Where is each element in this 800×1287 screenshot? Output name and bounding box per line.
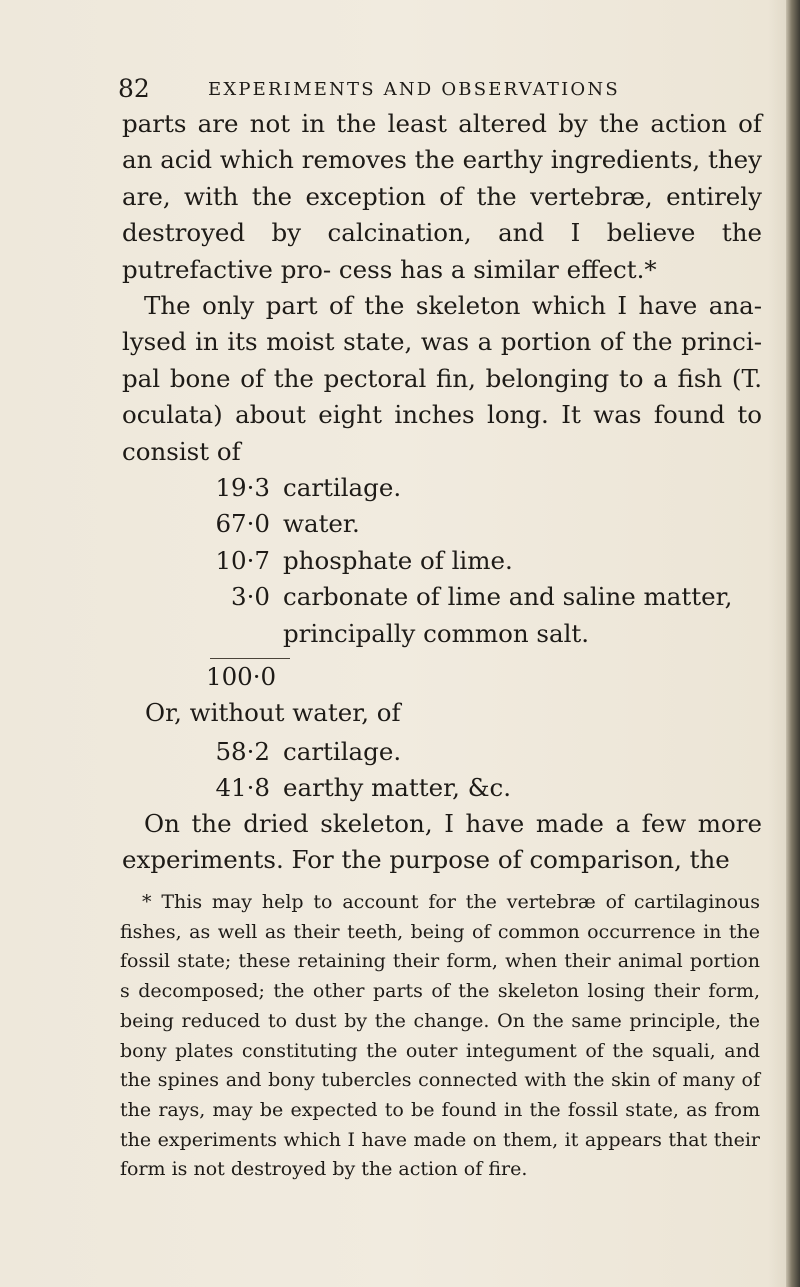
table-row [206, 506, 766, 542]
row-component: phosphate of lime. [283, 545, 513, 575]
row-component: cartilage. [283, 473, 402, 502]
paragraph-2: The only part of the skeleton which I have ana- lysed in its moist state, was a portion of the princi- pal bone of the pectoral fin, belonging to a fish (T. oculata) about eight inches long. It was found to consist of [122, 291, 762, 466]
table-row [206, 770, 766, 806]
table-row [206, 734, 766, 770]
page-edge-shadow [786, 0, 800, 1287]
analysis-dry-table [206, 734, 766, 807]
row-value: 10·7 [215, 545, 270, 575]
body-text [122, 106, 762, 470]
footnote-text: * This may help to account for the vertebræ of cartilaginous fishes, as well as their teeth, being of common occurrence in the fossil state; these retaining their form, when their animal portion s decomposed; the other parts of the skeleton losing their form, being reduced to dust by the change. On the same principle, the bony plates constituting the outer integument of the squali, and the spines and bony tubercles connected with the skin of many of the rays, may be expected to be found in the fossil state, as from the experiments which I have made on them, it appears that their form is not destroyed by the action of fire. [120, 891, 760, 1181]
row-component: water. [283, 509, 360, 539]
page-number: 82 [118, 74, 150, 103]
row-value: 3·0 [231, 582, 270, 612]
paragraph-1: parts are not in the least altered by the action of an acid which removes the earthy ingredients, they are, with the exception of the vertebræ, entirely destroyed by calcination, and I believe the putrefactive pro- cess has a similar effect.* [122, 109, 762, 284]
analysis-total: 100·0 [206, 662, 277, 691]
row-value: 58·2 [215, 737, 270, 766]
row-component: carbonate of lime and saline matter, [283, 582, 733, 612]
analysis-moist-table [206, 470, 766, 652]
row-value: 41·8 [215, 773, 270, 803]
footnote [120, 888, 760, 1185]
table-row [206, 543, 766, 579]
row-component: earthy matter, &c. [283, 773, 512, 803]
total-rule [210, 658, 290, 659]
table-row [206, 470, 766, 506]
running-head: EXPERIMENTS AND OBSERVATIONS [208, 79, 620, 100]
without-water-line: Or, without water, of [145, 698, 401, 727]
row-value: 67·0 [215, 509, 270, 539]
row-note: principally common salt. [283, 618, 590, 648]
body-text-continued [122, 806, 762, 879]
row-value: 19·3 [215, 473, 270, 502]
table-row-continuation [206, 616, 766, 652]
table-row [206, 579, 766, 615]
page-header [118, 74, 758, 104]
row-component: cartilage. [283, 737, 402, 766]
paragraph-3: On the dried skeleton, I have made a few more experiments. For the purpose of comparison, the [122, 809, 762, 875]
